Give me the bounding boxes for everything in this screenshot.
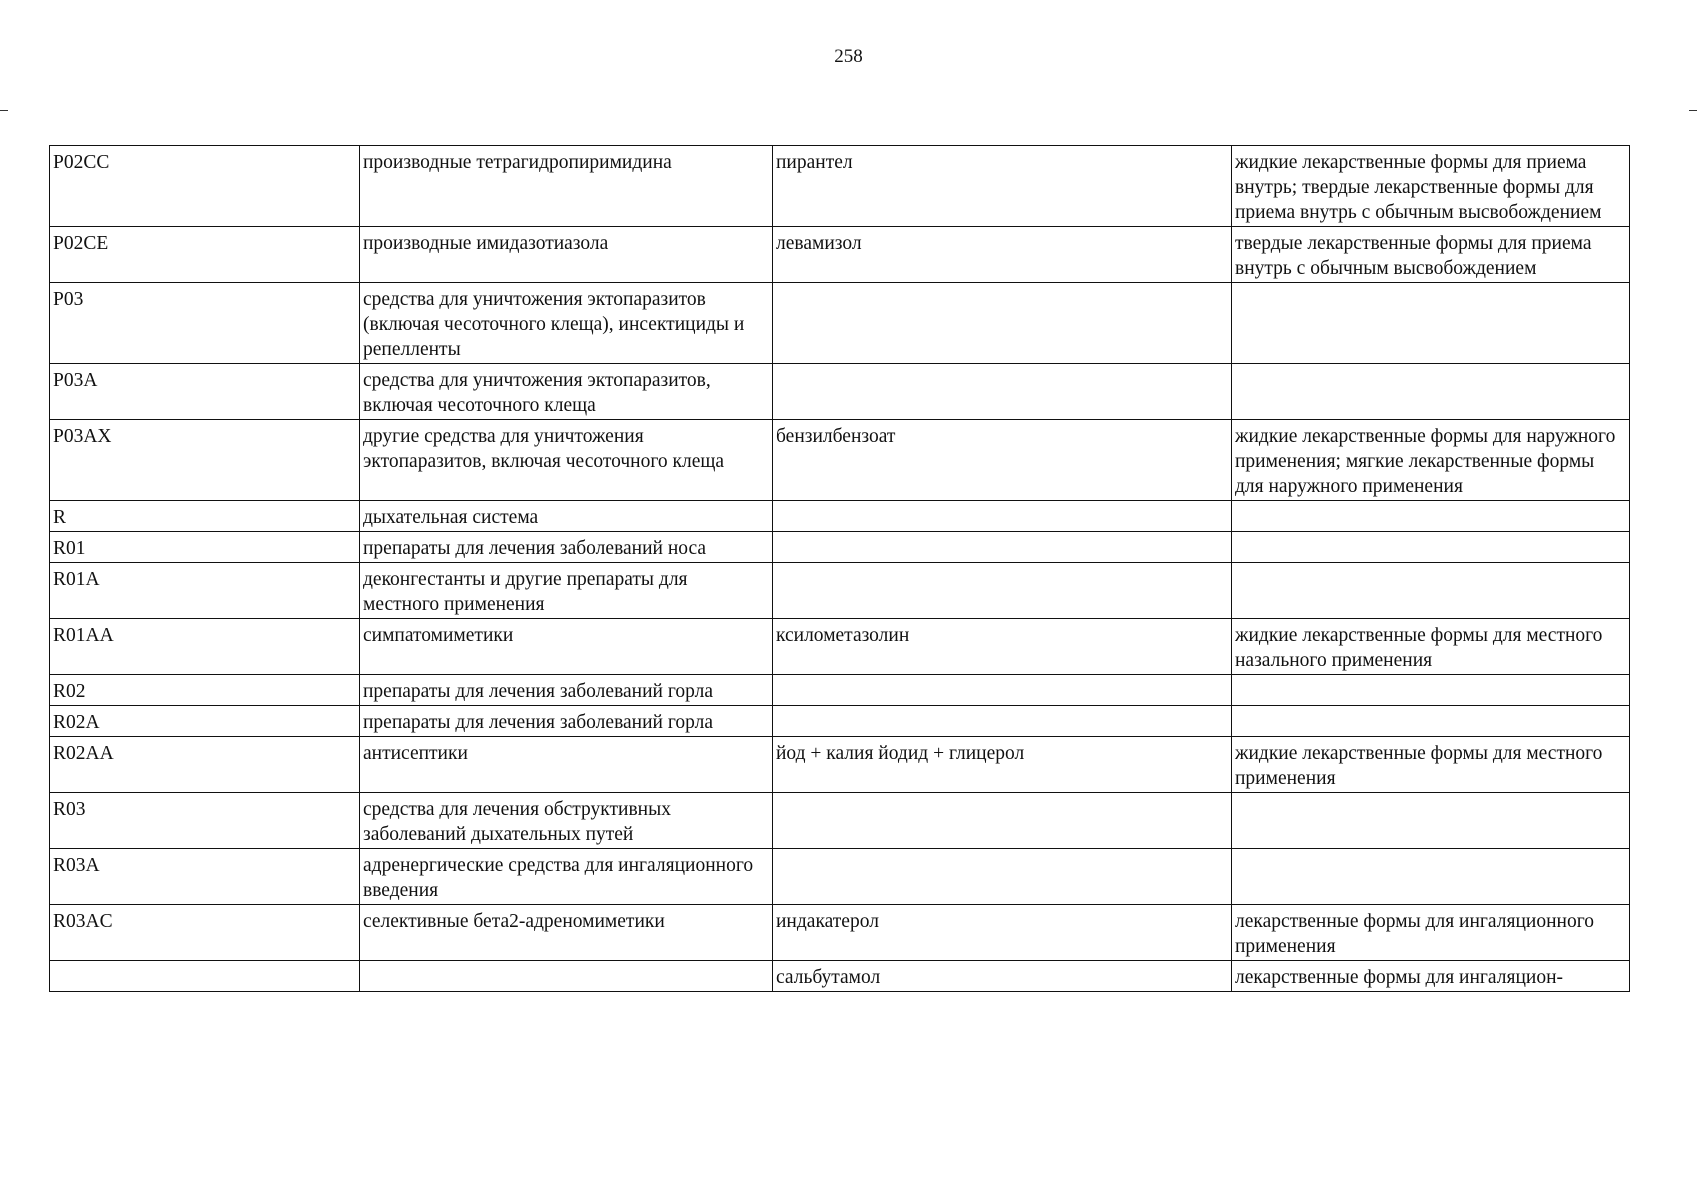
dosage-form-cell [1232, 793, 1630, 849]
pharmacological-group-cell: средства для уничтожения эктопаразитов (включая чесоточного клеща), инсектициды и репелленты [360, 283, 773, 364]
pharmacological-group-cell: антисептики [360, 737, 773, 793]
atc-code-cell: R01AA [50, 619, 360, 675]
dosage-form-cell [1232, 501, 1630, 532]
left-margin-mark [0, 110, 8, 111]
dosage-form-cell: лекарственные формы для ингаляционного применения [1232, 905, 1630, 961]
table-row [50, 619, 1630, 675]
table-row [50, 146, 1630, 227]
dosage-form-cell [1232, 675, 1630, 706]
pharmacological-group-cell: деконгестанты и другие препараты для местного применения [360, 563, 773, 619]
page-number: 258 [834, 46, 863, 67]
table-row [50, 905, 1630, 961]
drug-name-cell [773, 532, 1232, 563]
dosage-form-cell [1232, 532, 1630, 563]
drug-name-cell [773, 283, 1232, 364]
drug-name-cell: йод + калия йодид + глицерол [773, 737, 1232, 793]
dosage-form-cell [1232, 563, 1630, 619]
table-row [50, 849, 1630, 905]
drug-name-cell [773, 675, 1232, 706]
atc-classification-table [49, 145, 1630, 992]
drug-name-cell: бензилбензоат [773, 420, 1232, 501]
table-row [50, 793, 1630, 849]
drug-name-cell: левамизол [773, 227, 1232, 283]
table-row [50, 737, 1630, 793]
atc-code-cell: P03A [50, 364, 360, 420]
right-margin-mark [1689, 110, 1697, 111]
pharmacological-group-cell: производные тетрагидропиримидина [360, 146, 773, 227]
atc-code-cell: R03AC [50, 905, 360, 961]
table-row [50, 532, 1630, 563]
atc-code-cell: R02 [50, 675, 360, 706]
dosage-form-cell [1232, 706, 1630, 737]
table-row [50, 227, 1630, 283]
pharmacological-group-cell: препараты для лечения заболеваний носа [360, 532, 773, 563]
dosage-form-cell [1232, 849, 1630, 905]
atc-code-cell: R [50, 501, 360, 532]
dosage-form-cell: жидкие лекарственные формы для местного назального применения [1232, 619, 1630, 675]
dosage-form-cell: жидкие лекарственные формы для местного применения [1232, 737, 1630, 793]
drug-name-cell [773, 563, 1232, 619]
table-row [50, 563, 1630, 619]
atc-code-cell: P03AX [50, 420, 360, 501]
drug-name-cell [773, 364, 1232, 420]
atc-code-cell: R01A [50, 563, 360, 619]
dosage-form-cell [1232, 364, 1630, 420]
table-body [50, 146, 1630, 992]
table-row [50, 961, 1630, 992]
atc-code-cell: R01 [50, 532, 360, 563]
atc-code-cell: R03 [50, 793, 360, 849]
pharmacological-group-cell: препараты для лечения заболеваний горла [360, 706, 773, 737]
drug-name-cell: сальбутамол [773, 961, 1232, 992]
pharmacological-group-cell: селективные бета2-адреномиметики [360, 905, 773, 961]
drug-name-cell [773, 849, 1232, 905]
atc-code-cell: P02CE [50, 227, 360, 283]
pharmacological-group-cell: производные имидазотиазола [360, 227, 773, 283]
table-row [50, 283, 1630, 364]
dosage-form-cell: жидкие лекарственные формы для наружного применения; мягкие лекарственные формы для наружного применения [1232, 420, 1630, 501]
table-row [50, 501, 1630, 532]
pharmacological-group-cell [360, 961, 773, 992]
pharmacological-group-cell: адренергические средства для ингаляционного введения [360, 849, 773, 905]
pharmacological-group-cell: препараты для лечения заболеваний горла [360, 675, 773, 706]
dosage-form-cell: лекарственные формы для ингаляцион- [1232, 961, 1630, 992]
drug-name-cell: ксилометазолин [773, 619, 1232, 675]
atc-code-cell: P03 [50, 283, 360, 364]
drug-name-cell [773, 793, 1232, 849]
table-row [50, 364, 1630, 420]
pharmacological-group-cell: средства для лечения обструктивных заболеваний дыхательных путей [360, 793, 773, 849]
pharmacological-group-cell: другие средства для уничтожения эктопаразитов, включая чесоточного клеща [360, 420, 773, 501]
atc-code-cell: P02CC [50, 146, 360, 227]
atc-code-cell [50, 961, 360, 992]
atc-code-cell: R02A [50, 706, 360, 737]
pharmacological-group-cell: симпатомиметики [360, 619, 773, 675]
atc-code-cell: R02AA [50, 737, 360, 793]
table-row [50, 675, 1630, 706]
dosage-form-cell [1232, 283, 1630, 364]
drug-name-cell [773, 706, 1232, 737]
dosage-form-cell: твердые лекарственные формы для приема внутрь с обычным высвобождением [1232, 227, 1630, 283]
table-row [50, 420, 1630, 501]
pharmacological-group-cell: дыхательная система [360, 501, 773, 532]
table-row [50, 706, 1630, 737]
pharmacological-group-cell: средства для уничтожения эктопаразитов, включая чесоточного клеща [360, 364, 773, 420]
drug-name-cell [773, 501, 1232, 532]
drug-name-cell: индакатерол [773, 905, 1232, 961]
drug-name-cell: пирантел [773, 146, 1232, 227]
atc-code-cell: R03A [50, 849, 360, 905]
dosage-form-cell: жидкие лекарственные формы для приема внутрь; твердые лекарственные формы для приема внутрь с обычным высвобождением [1232, 146, 1630, 227]
